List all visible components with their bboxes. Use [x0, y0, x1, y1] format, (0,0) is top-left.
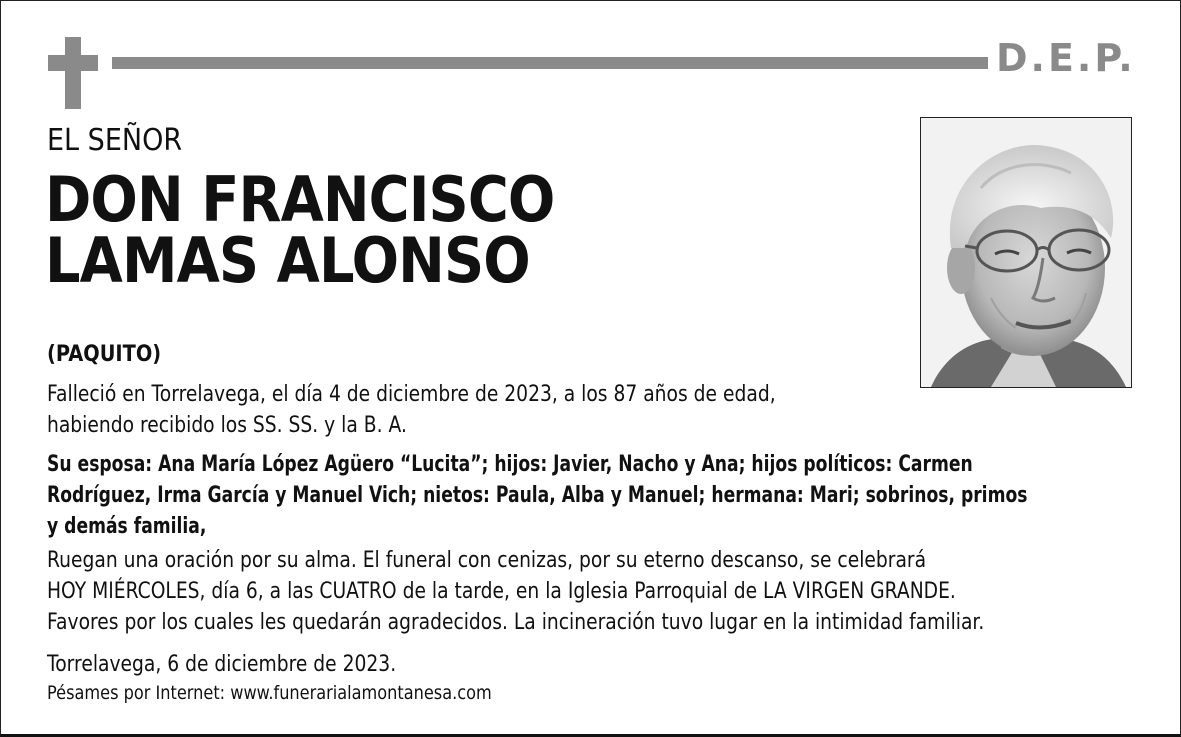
deceased-name — [45, 163, 555, 297]
death-line: habiendo recibido los SS. SS. y la B. A. — [47, 413, 407, 438]
death-paragraph — [47, 379, 776, 441]
portrait-photo — [920, 117, 1132, 388]
header-rule — [112, 57, 988, 69]
name-line-1: DON FRANCISCO — [45, 163, 555, 236]
condolences-line: Pésames por Internet: www.funerarialamontanesa.com — [47, 682, 492, 704]
portrait-icon — [921, 118, 1131, 387]
funeral-line: Favores por los cuales les quedarán agradecidos. La incineración tuvo lugar en la intimidad familiar. — [47, 610, 985, 635]
honorific: EL SEÑOR — [47, 123, 183, 158]
place-date: Torrelavega, 6 de diciembre de 2023. — [47, 652, 397, 677]
cross-icon — [48, 37, 98, 109]
funeral-line: Ruegan una oración por su alma. El funeral con cenizas, por su eterno descanso, se celebrará — [47, 548, 927, 573]
dep-label: D.E.P. — [996, 36, 1136, 80]
family-line: Rodríguez, Irma García y Manuel Vich; nietos: Paula, Alba y Manuel; hermana: Mari; sobrinos, primos — [47, 483, 1028, 508]
family-paragraph — [47, 449, 1027, 542]
family-line: Su esposa: Ana María López Agüero “Lucita”; hijos: Javier, Nacho y Ana; hijos políticos: Carmen — [47, 452, 973, 477]
name-line-2: LAMAS ALONSO — [45, 224, 530, 297]
nickname: (PAQUITO) — [47, 342, 162, 367]
family-line: y demás familia, — [47, 514, 207, 539]
funeral-line: HOY MIÉRCOLES, día 6, a las CUATRO de la tarde, en la Iglesia Parroquial de LA VIRGEN GRANDE. — [47, 579, 956, 604]
death-line: Falleció en Torrelavega, el día 4 de diciembre de 2023, a los 87 años de edad, — [47, 382, 776, 407]
funeral-paragraph — [47, 545, 984, 638]
